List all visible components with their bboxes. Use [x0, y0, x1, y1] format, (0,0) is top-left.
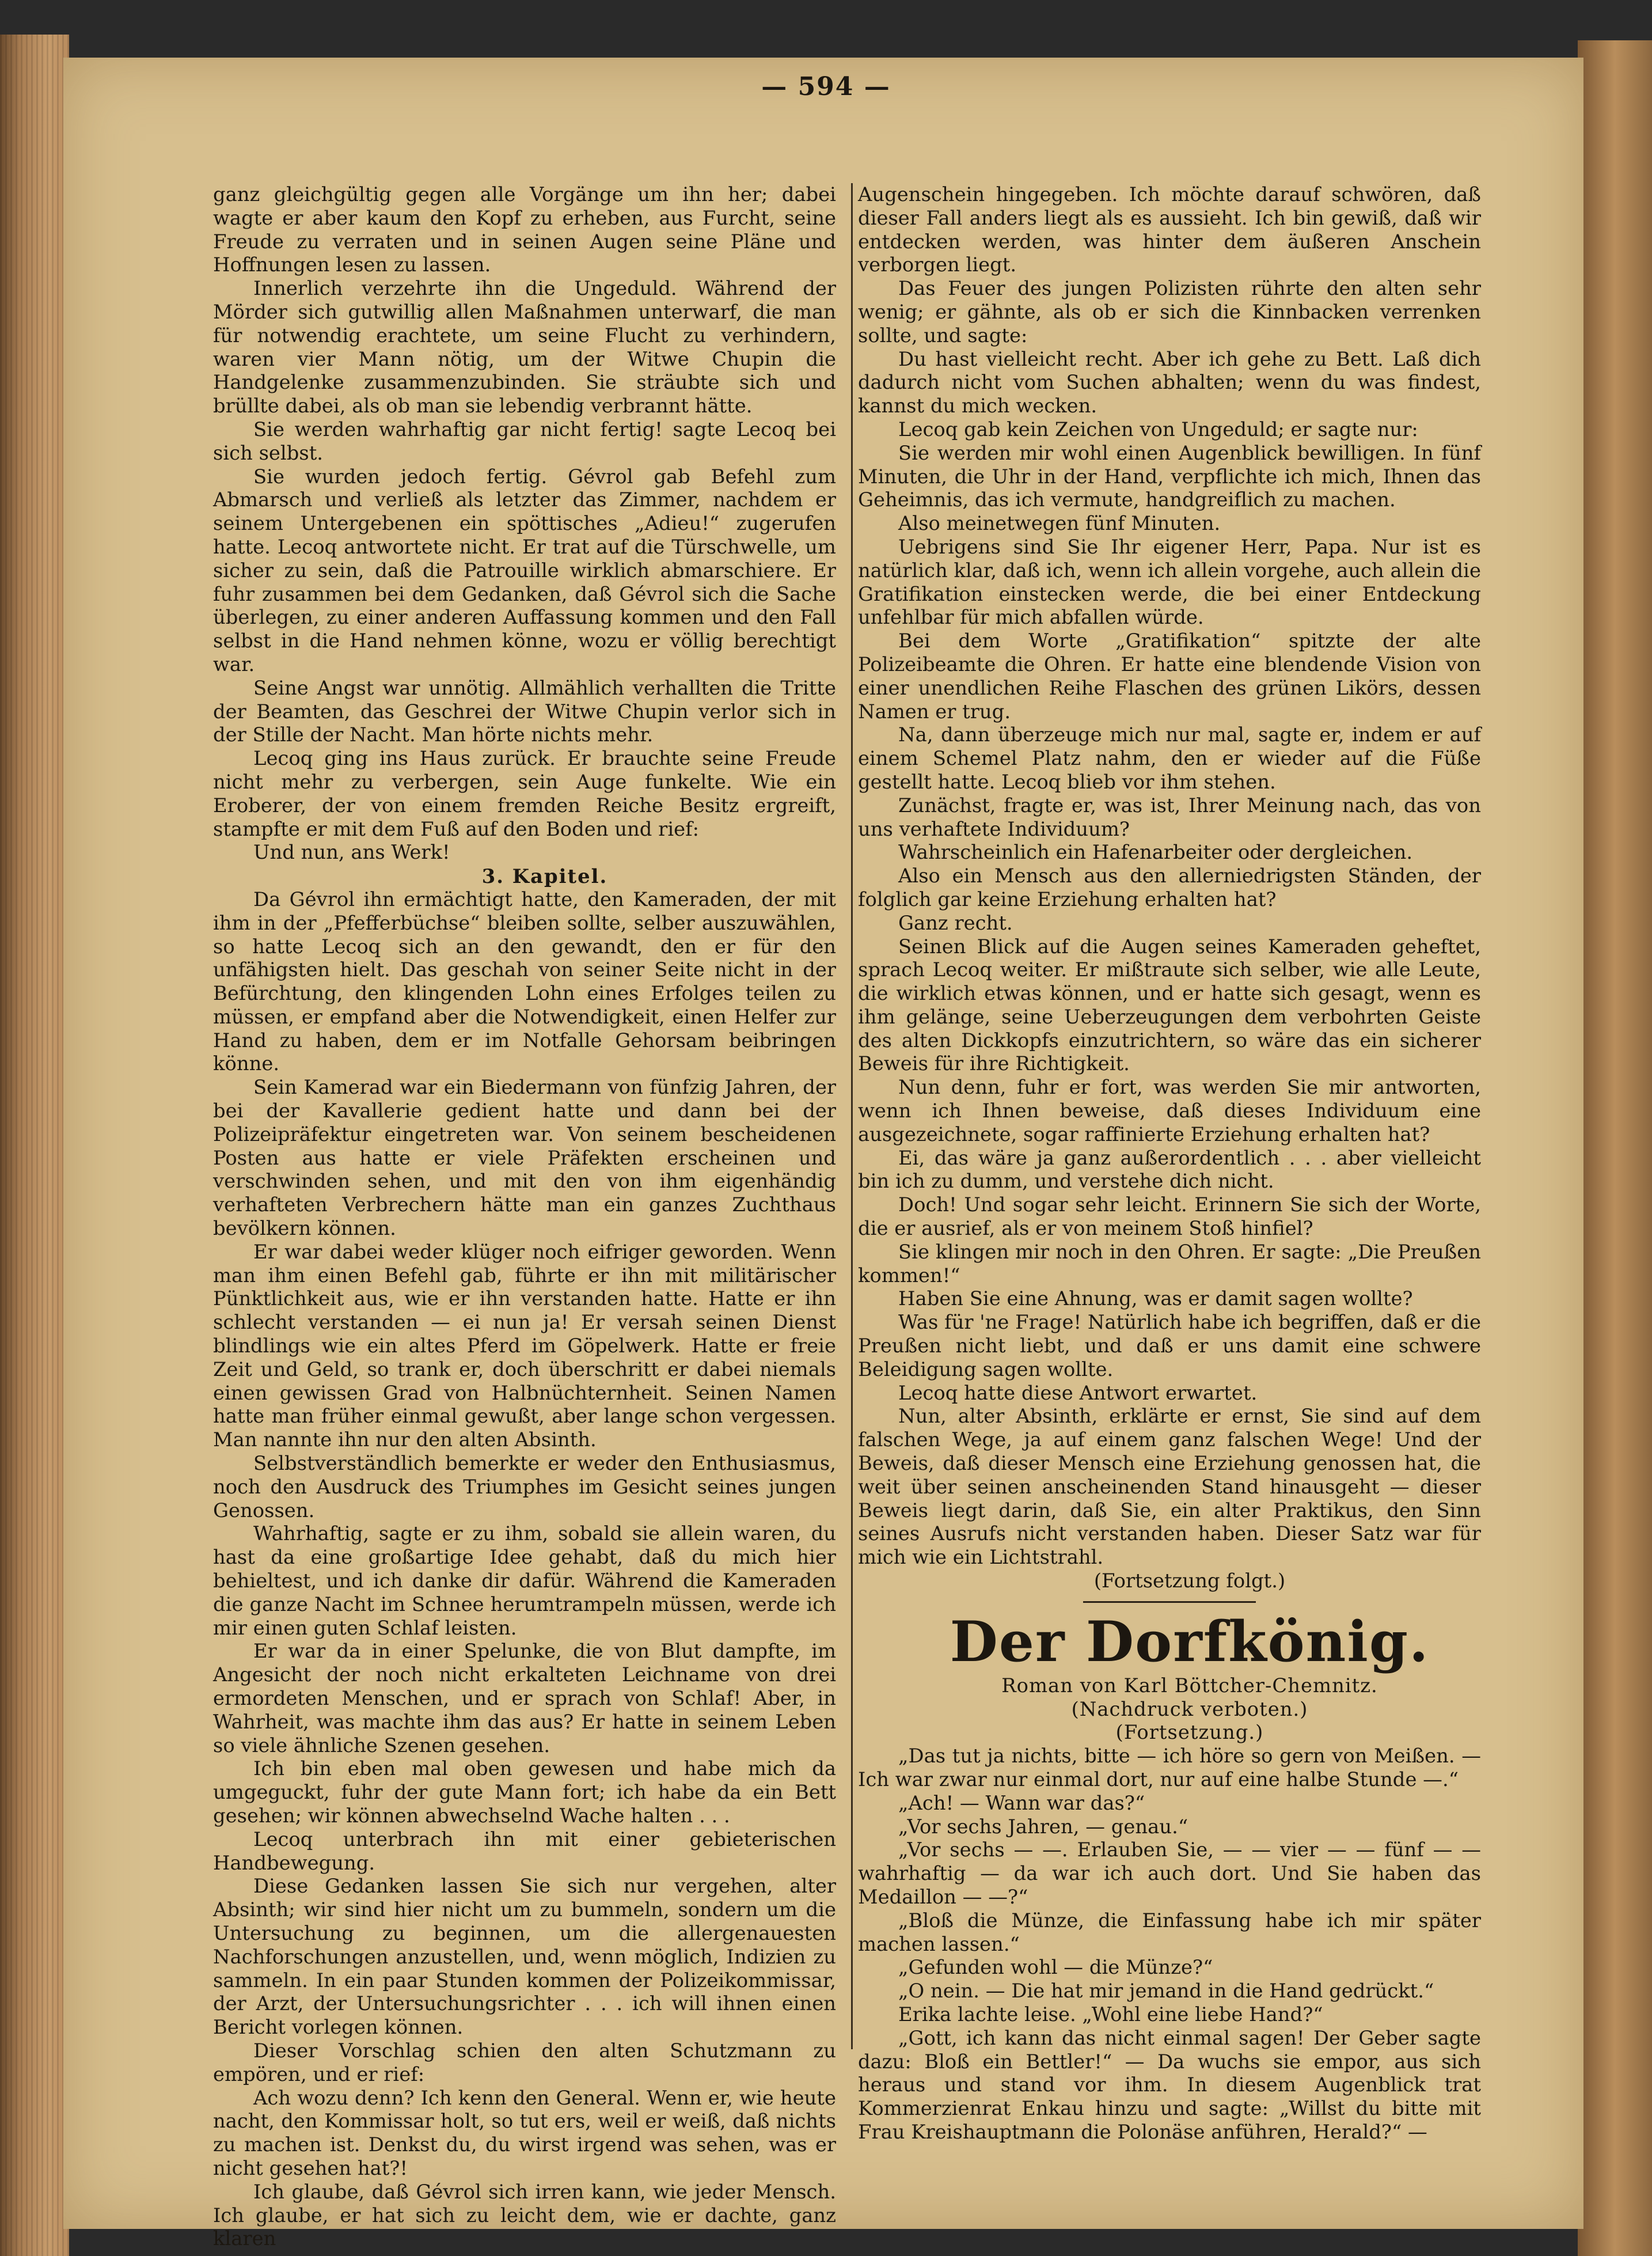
- paragraph: Lecoq hatte diese Antwort erwartet.: [898, 1381, 1258, 1404]
- paragraph: Augenschein hingegeben. Ich möchte darauf schwören, daß dieser Fall anders liegt als es aussieht. Ich bin gewiß, daß wir entdecken werden, was hinter dem äußeren Anschein verborgen liegt.: [858, 183, 1481, 276]
- paragraph: Was für 'ne Frage! Natürlich habe ich begriffen, daß er die Preußen nicht liebt, und daß er uns damit eine schwere Beleidigung sagen wollte.: [858, 1311, 1481, 1381]
- paragraph: ganz gleichgültig gegen alle Vorgänge um ihn her; dabei wagte er aber kaum den Kopf zu erheben, aus Furcht, seine Freude zu verraten und in seinen Augen seine Pläne und Hoffnungen lesen zu lassen.: [213, 183, 836, 276]
- paragraph: Lecoq ging ins Haus zurück. Er brauchte seine Freude nicht mehr zu verbergen, sein Auge funkelte. Wie ein Eroberer, der von einem fremden Reiche Besitz ergreift, stampfte er mit dem Fuß auf den Boden und rief:: [213, 747, 836, 840]
- paragraph: Wahrhaftig, sagte er zu ihm, sobald sie allein waren, du hast da eine großartige Idee gehabt, daß du mich hier behieltest, und ich danke dir dafür. Während die Kameraden die ganze Nacht im Schnee herumtrampeln müssen, werde ich mir einen guten Schlaf leisten.: [213, 1522, 836, 1639]
- right-column: [858, 183, 1481, 2144]
- paragraph: Sie klingen mir noch in den Ohren. Er sagte: „Die Preußen kommen!“: [858, 1240, 1481, 1287]
- paragraph: Er war da in einer Spelunke, die von Blut dampfte, im Angesicht der noch nicht erkalteten Leichname von drei ermordeten Menschen, und er sprach von Schlaf! Aber, in Wahrheit, was machte ihm das aus? Er hatte in seinem Leben so viele ähnliche Szenen gesehen.: [213, 1640, 836, 1757]
- paragraph: Ach wozu denn? Ich kenn den General. Wenn er, wie heute nacht, den Kommissar holt, so tut ers, weil er weiß, daß nichts zu machen ist. Denkst du, du wirst irgend was sehen, was er nicht gesehen hat?!: [213, 2086, 836, 2179]
- paragraph: Zunächst, fragte er, was ist, Ihrer Meinung nach, das von uns verhaftete Individuum?: [858, 794, 1481, 840]
- paragraph: Doch! Und sogar sehr leicht. Erinnern Sie sich der Worte, die er ausrief, als er von meinem Stoß hinfiel?: [858, 1193, 1481, 1240]
- paragraph: Sie werden mir wohl einen Augenblick bewilligen. In fünf Minuten, die Uhr in der Hand, verpflichte ich mich, Ihnen das Geheimnis, das ich vermute, handgreiflich zu machen.: [858, 441, 1481, 511]
- paragraph: „Ach! — Wann war das?“: [898, 1791, 1145, 1814]
- novel-title: Der Dorfkönig.: [950, 1609, 1430, 1674]
- paragraph: Nun, alter Absinth, erklärte er ernst, Sie sind auf dem falschen Wege, ja auf einem ganz falschen Wege! Und der Beweis, daß dieser Mensch eine Erziehung genossen hat, die weit über seinen anscheinenden Stand hinausgeht — dieser Beweis liegt darin, daß Sie, ein alter Praktikus, den Sinn seines Ausrufs nicht verstanden haben. Dieser Satz war für mich wie ein Lichtstrahl.: [858, 1405, 1481, 1569]
- paragraph: Bei dem Worte „Gratifikation“ spitzte der alte Polizeibeamte die Ohren. Er hatte eine blendende Vision von einer unendlichen Reihe Flaschen des grünen Likörs, dessen Namen er trug.: [858, 630, 1481, 723]
- paragraph: „Gefunden wohl — die Münze?“: [898, 1956, 1213, 1979]
- paragraph: Sie werden wahrhaftig gar nicht fertig! sagte Lecoq bei sich selbst.: [213, 418, 836, 464]
- paragraph: Wahrscheinlich ein Hafenarbeiter oder dergleichen.: [898, 841, 1413, 864]
- reprint-note: (Nachdruck verboten.): [1071, 1697, 1308, 1720]
- paragraph: Selbstverständlich bemerkte er weder den Enthusiasmus, noch den Ausdruck des Triumphes im Gesicht seines jungen Genossen.: [213, 1452, 836, 1522]
- page-number: — 594 —: [761, 72, 891, 101]
- paragraph: Er war dabei weder klüger noch eifriger geworden. Wenn man ihm einen Befehl gab, führte er ihn mit militärischer Pünktlichkeit aus, wie er ihn verstanden hatte. Hatte er ihn schlecht verstanden — ei nun ja! Er versah seinen Dienst blindlings wie ein altes Pferd im Göpelwerk. Hatte er freie Zeit und Geld, so trank er, doch überschritt er dabei niemals einen gewissen Grad von Halbnüchternheit. Seinen Namen hatte man früher einmal gewußt, aber lange schon vergessen. Man nannte ihn nur den alten Absinth.: [213, 1240, 836, 1451]
- chapter-heading: 3. Kapitel.: [481, 865, 608, 888]
- paragraph: Dieser Vorschlag schien den alten Schutzmann zu empören, und er rief:: [213, 2039, 836, 2086]
- paragraph: Uebrigens sind Sie Ihr eigener Herr, Papa. Nur ist es natürlich klar, daß ich, wenn ich allein vorgehe, auch allein die Gratifikation einstecken werde, die bei einer Entdeckung unfehlbar für mich abfallen würde.: [858, 535, 1481, 629]
- book-edge-right: [1578, 40, 1652, 2256]
- novel-byline: Roman von Karl Böttcher-Chemnitz.: [1001, 1674, 1378, 1697]
- continuation-note: (Fortsetzung folgt.): [1093, 1569, 1286, 1593]
- paragraph: Ganz recht.: [898, 911, 1013, 934]
- paragraph: Seine Angst war unnötig. Allmählich verhallten die Tritte der Beamten, das Geschrei der Witwe Chupin verlor sich in der Stille der Nacht. Man hörte nichts mehr.: [213, 676, 836, 746]
- paragraph: Innerlich verzehrte ihn die Ungeduld. Während der Mörder sich gutwillig allen Maßnahmen unterwarf, die man für notwendig erachtete, um seine Flucht zu verhindern, waren vier Mann nötig, um der Witwe Chupin die Handgelenke zusammenzubinden. Sie sträubte sich und brüllte dabei, als ob man sie lebendig verbrannt hätte.: [213, 277, 836, 418]
- paragraph: „Vor sechs — —. Erlauben Sie, — — vier — — fünf — — wahrhaftig — da war ich auch dort. Und Sie haben das Medaillon — —?“: [858, 1838, 1481, 1908]
- paragraph: Du hast vielleicht recht. Aber ich gehe zu Bett. Laß dich dadurch nicht vom Suchen abhalten; wenn du was findest, kannst du mich wecken.: [858, 347, 1481, 418]
- paragraph: Das Feuer des jungen Polizisten rührte den alten sehr wenig; er gähnte, als ob er sich die Kinnbacken verrenken sollte, und sagte:: [858, 277, 1481, 347]
- paragraph: Nun denn, fuhr er fort, was werden Sie mir antworten, wenn ich Ihnen beweise, daß dieses Individuum eine ausgezeichnete, sogar raffinierte Erziehung erhalten hat?: [858, 1076, 1481, 1146]
- column-divider: [851, 183, 853, 2049]
- paragraph: Also meinetwegen fünf Minuten.: [898, 512, 1221, 535]
- paragraph: „Gott, ich kann das nicht einmal sagen! Der Geber sagte dazu: Bloß ein Bettler!“ — Da wuchs sie empor, aus sich heraus und stand vor ihm. In diesem Augenblick trat Kommerzienrat Enkau hinzu und sagte: „Willst du bitte mit Frau Kreishauptmann die Polonäse anführen, Herald?“ —: [858, 2026, 1481, 2143]
- paragraph: „Bloß die Münze, die Einfassung habe ich mir später machen lassen.“: [858, 1909, 1481, 1955]
- continued-note: (Fortsetzung.): [1115, 1721, 1264, 1744]
- paragraph: Na, dann überzeuge mich nur mal, sagte er, indem er auf einem Schemel Platz nahm, den er wieder auf die Füße gestellt hatte. Lecoq blieb vor ihm stehen.: [858, 723, 1481, 793]
- paragraph: „Vor sechs Jahren, — genau.“: [898, 1815, 1188, 1838]
- paragraph: Ich glaube, daß Gévrol sich irren kann, wie jeder Mensch. Ich glaube, er hat sich zu leicht dem, wie er dachte, ganz klaren: [213, 2180, 836, 2250]
- paragraph: Erika lachte leise. „Wohl eine liebe Hand?“: [898, 2003, 1323, 2026]
- paragraph: „O nein. — Die hat mir jemand in die Hand gedrückt.“: [898, 1980, 1434, 2003]
- paragraph: Lecoq gab kein Zeichen von Ungeduld; er sagte nur:: [898, 418, 1418, 441]
- paragraph: „Das tut ja nichts, bitte — ich höre so gern von Meißen. — Ich war zwar nur einmal dort, nur auf eine halbe Stunde —.“: [858, 1745, 1481, 1791]
- paragraph: Da Gévrol ihn ermächtigt hatte, den Kameraden, der mit ihm in der „Pfefferbüchse“ bleiben sollte, selber auszuwählen, so hatte Lecoq sich an den gewandt, den er für den unfähigsten hielt. Das geschah von seiner Seite nicht in der Befürchtung, den klingenden Lohn eines Erfolges teilen zu müssen, er empfand aber die Notwendigkeit, einen Helfer zur Hand zu haben, dem er im Notfalle Gehorsam beibringen könne.: [213, 888, 836, 1075]
- paragraph: Ich bin eben mal oben gewesen und habe mich da umgeguckt, fuhr der gute Mann fort; ich habe da ein Bett gesehen; wir können abwechselnd Wache halten . . .: [213, 1757, 836, 1827]
- book-edge-left: [0, 35, 69, 2256]
- paragraph: Sein Kamerad war ein Biedermann von fünfzig Jahren, der bei der Kavallerie gedient hatte und dann bei der Polizeipräfektur eingetreten war. Von seinem bescheidenen Posten aus hatte er viele Präfekten erscheinen und verschwinden sehen, und mit den von ihm eigenhändig verhafteten Verbrechern hätte man ein ganzes Zuchthaus bevölkern können.: [213, 1076, 836, 1240]
- paragraph: Haben Sie eine Ahnung, was er damit sagen wollte?: [898, 1287, 1413, 1310]
- section-divider: [1083, 1601, 1256, 1603]
- paragraph: Sie wurden jedoch fertig. Gévrol gab Befehl zum Abmarsch und verließ als letzter das Zimmer, nachdem er seinem Untergebenen ein spöttisches „Adieu!“ zugerufen hatte. Lecoq antwortete nicht. Er trat auf die Türschwelle, um sicher zu sein, daß die Patrouille wirklich abmarschiere. Er fuhr zusammen bei dem Gedanken, daß Gévrol sich die Sache überlegen, zu einer anderen Auffassung kommen und den Fall selbst in die Hand nehmen könne, wozu er völlig berechtigt war.: [213, 465, 836, 676]
- paragraph: Ei, das wäre ja ganz außerordentlich . . . aber vielleicht bin ich zu dumm, und verstehe dich nicht.: [858, 1146, 1481, 1193]
- paragraph: Lecoq unterbrach ihn mit einer gebieterischen Handbewegung.: [213, 1827, 836, 1874]
- paragraph: Und nun, ans Werk!: [253, 841, 450, 864]
- paragraph: Also ein Mensch aus den allerniedrigsten Ständen, der folglich gar keine Erziehung erhalten hat?: [858, 865, 1481, 911]
- paragraph: Diese Gedanken lassen Sie sich nur vergehen, alter Absinth; wir sind hier nicht um zu bummeln, sondern um die Untersuchung zu beginnen, um die allergenauesten Nachforschungen anzustellen, und, wenn möglich, Indizien zu sammeln. In ein paar Stunden kommen der Polizeikommissar, der Arzt, der Untersuchungsrichter . . . ich will ihnen einen Bericht vorlegen können.: [213, 1875, 836, 2039]
- paragraph: Seinen Blick auf die Augen seines Kameraden geheftet, sprach Lecoq weiter. Er mißtraute sich selber, wie alle Leute, die wirklich etwas können, und er hatte sich gesagt, wenn es ihm gelänge, seine Ueberzeugungen dem verbohrten Geiste des alten Dickkopfs einzutrichtern, so wäre das ein sicherer Beweis für ihre Richtigkeit.: [858, 935, 1481, 1075]
- left-column: [213, 183, 836, 2251]
